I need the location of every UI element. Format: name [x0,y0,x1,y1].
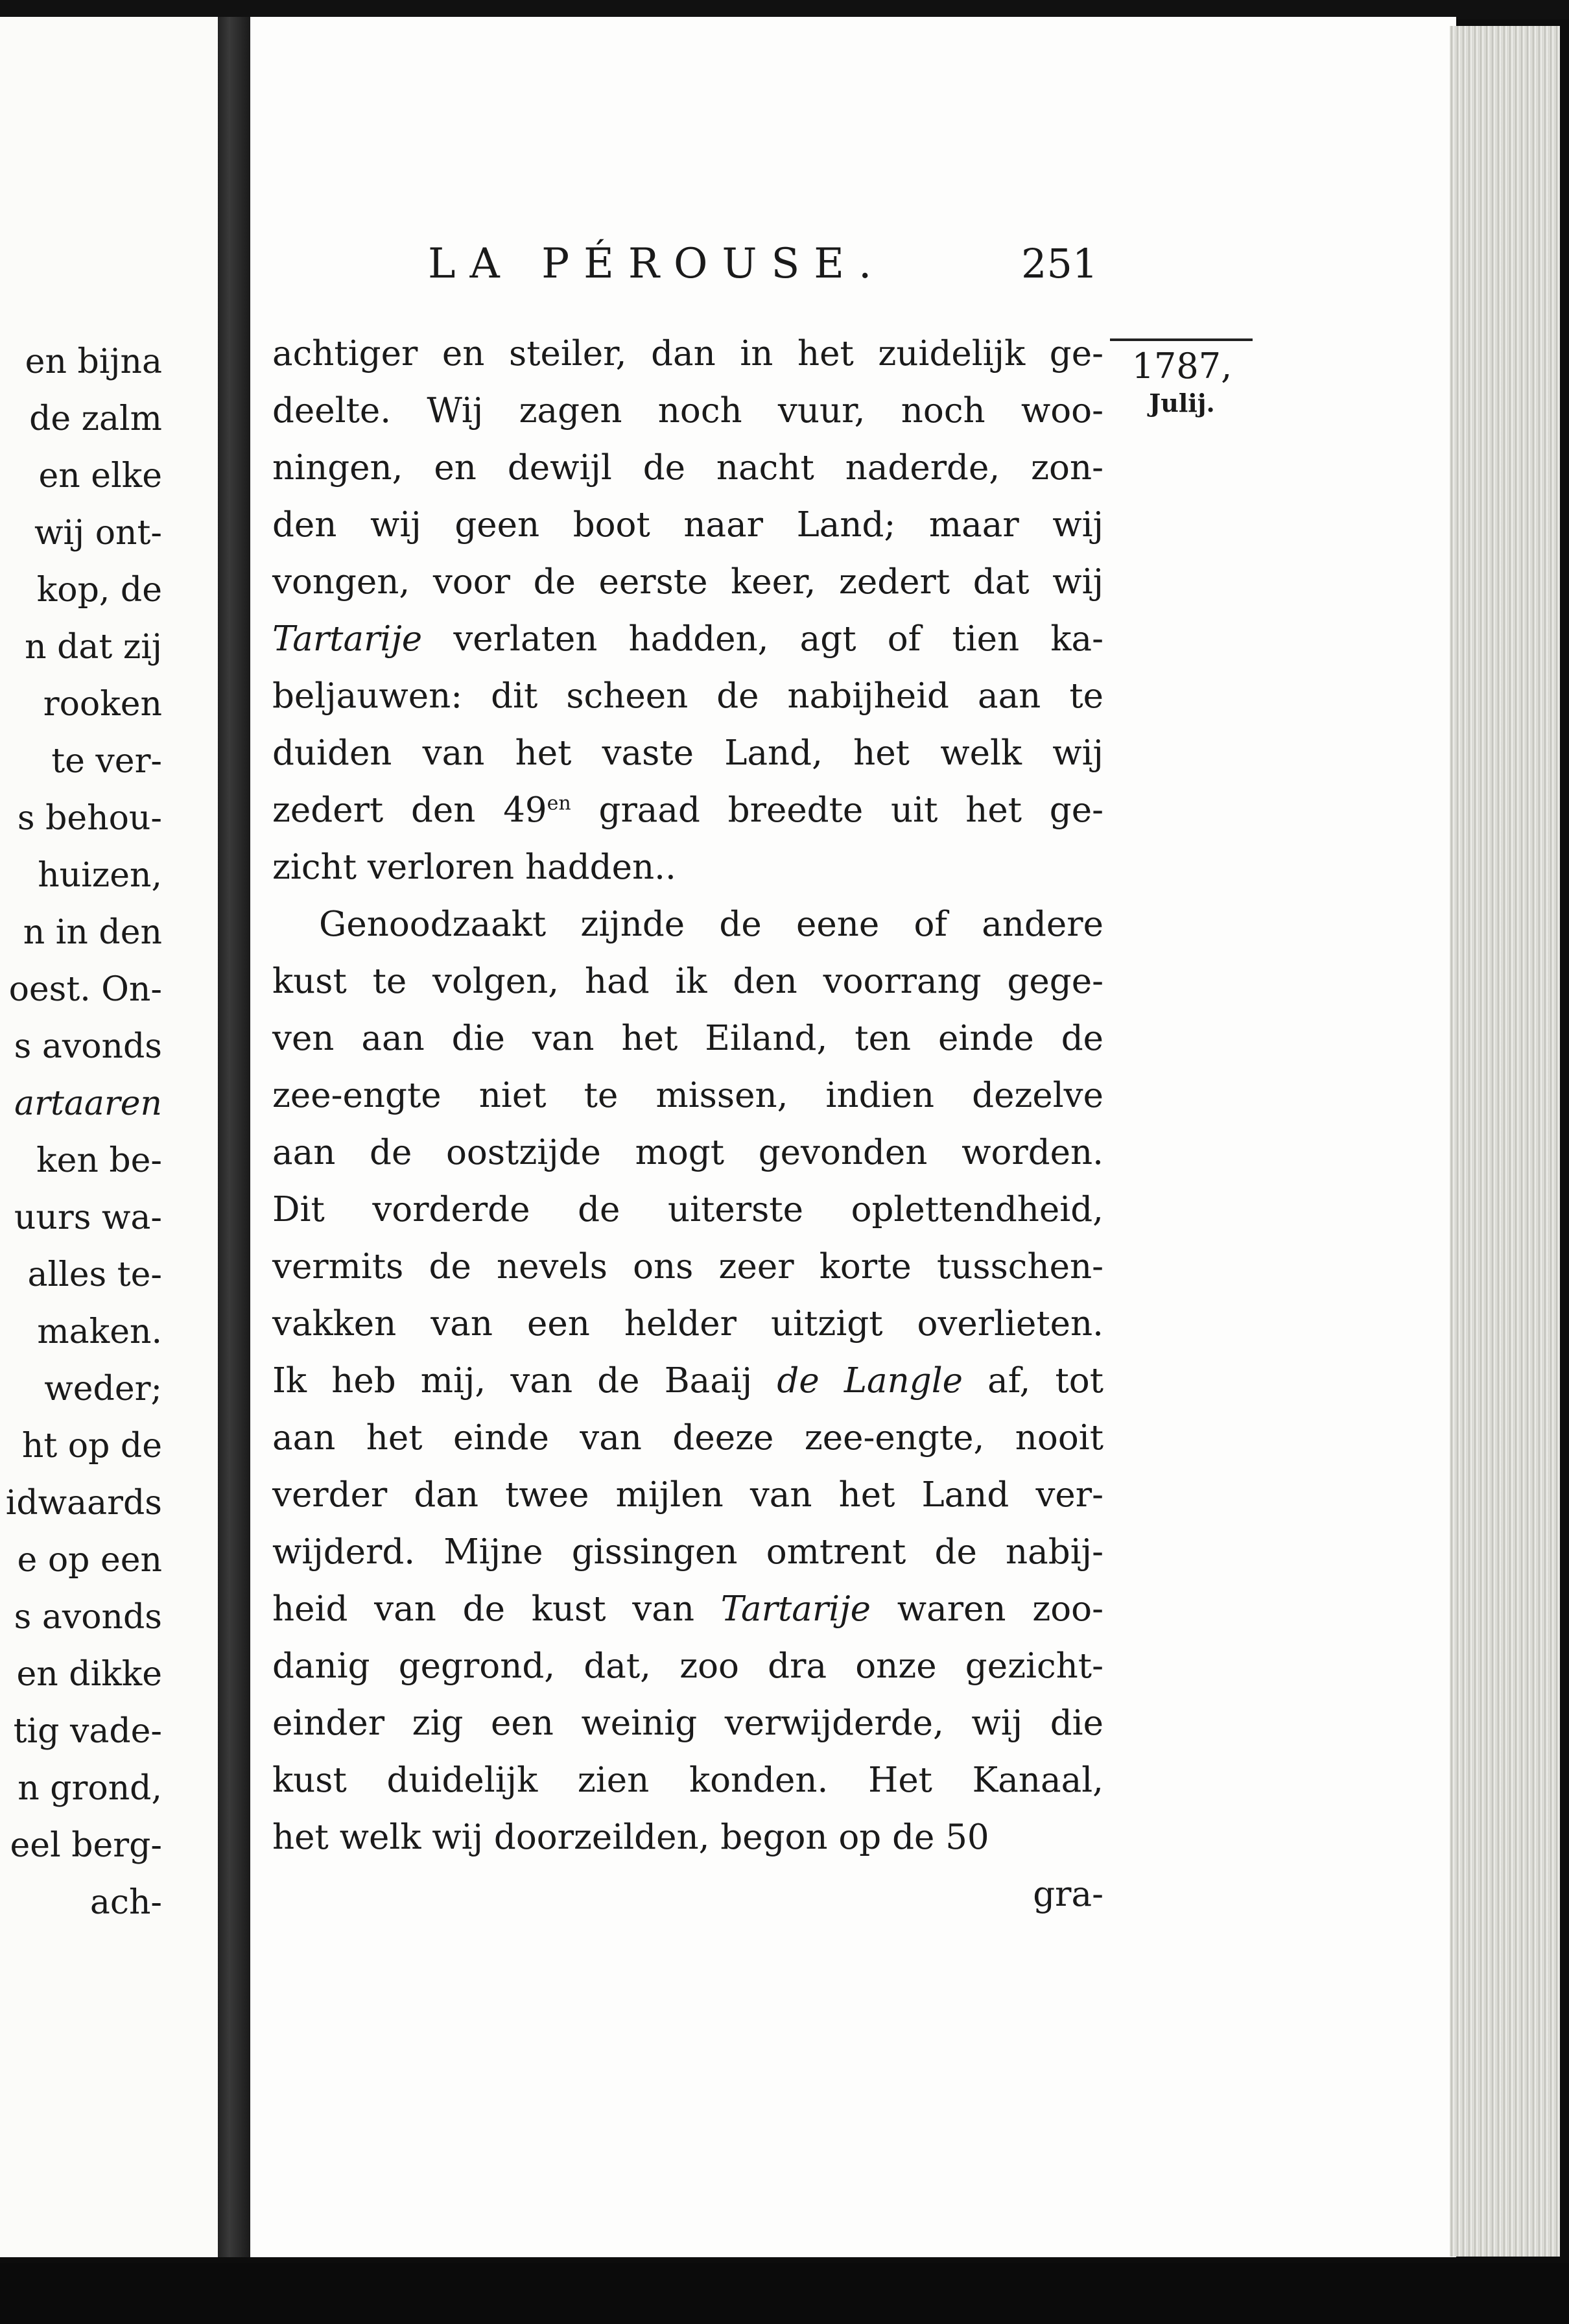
italic-text: de Langle [777,1361,963,1401]
text-line [272,725,1103,782]
left-text-line: e op een [17,1541,162,1580]
text-segment: aan de oostzijde mogt gevonden worden. [272,1133,1103,1172]
text-line [272,782,1103,839]
text-segment: aan het einde van deeze zee-engte, nooit [272,1418,1103,1458]
left-text-line: weder; [44,1370,162,1408]
left-text-line: tig vade- [13,1712,162,1751]
text-segment: ningen, en dewijl de nacht naderde, zon- [272,448,1103,488]
catchword: gra- [1033,1875,1103,1914]
page-edges [1450,26,1560,2257]
text-line [272,497,1103,554]
left-page [0,17,220,2257]
margin-rule [1110,338,1253,341]
text-segment: den wij geen boot naar Land; maar wij [272,505,1103,545]
left-text-line: kop, de [36,571,162,610]
text-line [272,383,1103,440]
left-text-line: en dikke [16,1655,162,1694]
text-line [272,1581,1103,1638]
left-text-line: n in den [23,913,162,952]
left-text-line: huizen, [38,856,162,895]
book-gutter [218,17,250,2257]
left-text-line: eel berg- [10,1826,162,1865]
scan-bottom-border [0,2263,1569,2324]
margin-month: Julij. [1149,388,1215,418]
text-segment: achtiger en steiler, dan in het zuidelijk ge- [272,334,1103,374]
left-text-line: s avonds [14,1598,162,1637]
left-text-line: idwaards [5,1484,162,1523]
text-line [272,1809,1103,1866]
text-line [272,1467,1103,1524]
text-line [272,1353,1103,1410]
text-line [272,1752,1103,1809]
text-segment: vermits de nevels ons zeer korte tusschen- [272,1247,1103,1286]
text-line [272,1524,1103,1581]
left-text-line: n dat zij [25,628,162,667]
margin-year: 1787, [1131,346,1233,386]
text-segment: verder dan twee mijlen van het Land ver- [272,1475,1103,1515]
left-text-line: wij ont- [34,514,162,552]
left-text-line: alles te- [27,1255,162,1294]
left-text-line: en bijna [25,342,162,381]
left-text-line: uurs wa- [14,1198,162,1237]
page-number: 251 [1021,240,1098,287]
text-segment: deelte. Wij zagen noch vuur, noch woo- [272,391,1103,431]
text-line [272,896,1103,953]
left-text-line: te ver- [51,742,162,781]
text-line [272,1067,1103,1124]
text-segment: wijderd. Mijne gissingen omtrent de nabij- [272,1532,1103,1572]
text-segment: ven aan die van het Eiland, ten einde de [272,1019,1103,1058]
left-text-line: ken be- [36,1141,162,1180]
text-segment: kust te volgen, had ik den voorrang gege- [272,962,1103,1001]
text-segment: danig gegrond, dat, zoo dra onze gezicht- [272,1646,1103,1686]
text-segment: vongen, voor de eerste keer, zedert dat wij [272,562,1103,602]
text-line [272,1181,1103,1239]
text-segment: af, tot [963,1361,1104,1401]
text-segment: Ik heb mij, van de Baaij [272,1361,777,1401]
text-segment: zedert den 49 [272,790,547,830]
text-line [272,1695,1103,1752]
text-segment: graad breedte uit het ge- [571,790,1103,830]
text-segment: beljauwen: dit scheen de nabijheid aan te [272,676,1103,716]
text-segment: zicht verloren hadden.. [272,848,676,887]
body-text [272,326,1103,1923]
left-text-line: s behou- [17,799,162,838]
text-segment: heid van de kust van [272,1589,721,1629]
left-text-line: en elke [38,456,162,495]
text-segment: zee-engte niet te missen, indien dezelve [272,1076,1103,1115]
left-text-line: oest. On- [8,970,162,1009]
left-text-line: ht op de [21,1427,162,1465]
text-segment: kust duidelijk zien konden. Het Kanaal, [272,1761,1103,1800]
italic-text: Tartarije [720,1589,871,1629]
left-text-line: rooken [43,685,162,724]
text-line [272,1239,1103,1296]
text-line [272,1410,1103,1467]
text-line [272,611,1103,668]
left-text-line: ach- [89,1883,162,1922]
superscript-text: en [547,792,571,815]
text-line [272,1296,1103,1353]
text-line [272,1124,1103,1181]
text-line [272,1010,1103,1067]
running-head: LA PÉROUSE. [428,240,886,288]
text-segment: duiden van het vaste Land, het welk wij [272,733,1103,773]
text-line [272,554,1103,611]
text-segment: vakken van een helder uitzigt overlieten. [272,1304,1103,1344]
left-text-line: n grond, [18,1769,162,1808]
text-segment: einder zig een weinig verwijderde, wij die [272,1703,1103,1743]
text-segment: Genoodzaakt zijnde de eene of andere [319,905,1103,944]
text-line [272,1638,1103,1695]
text-segment: verlaten hadden, agt of tien ka- [422,619,1103,659]
italic-text: Tartarije [272,619,423,659]
text-line [272,953,1103,1010]
text-line [272,440,1103,497]
left-text-line: de zalm [29,399,162,438]
left-text-line: s avonds [14,1027,162,1066]
text-segment: het welk wij doorzeilden, begon op de 50 [272,1818,989,1857]
left-text-line: maken. [37,1312,162,1351]
text-line [272,839,1103,896]
text-segment: waren zoo- [870,1589,1103,1629]
left-page-text [0,333,162,1931]
left-text-line: artaaren [14,1084,162,1123]
text-segment: Dit vorderde de uiterste oplettendheid, [272,1190,1103,1229]
text-line [272,668,1103,725]
text-line [272,326,1103,383]
